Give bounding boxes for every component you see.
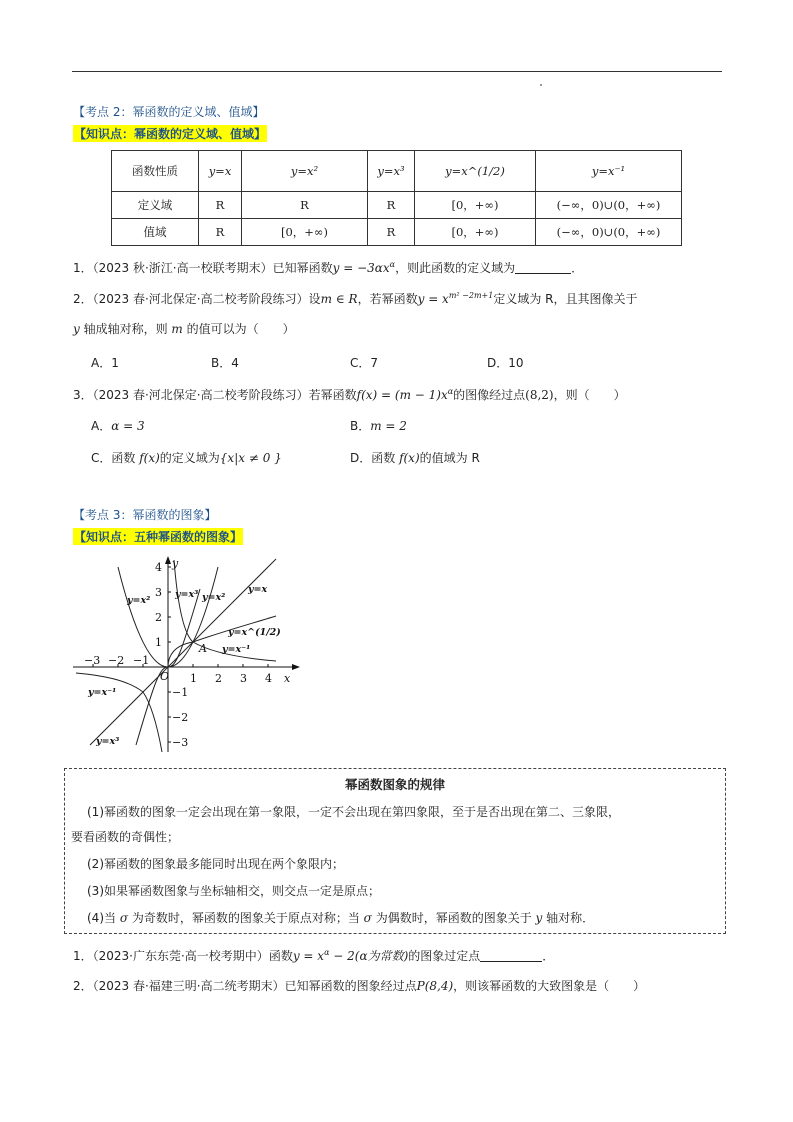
option-set: {x|x ≠ 0 } bbox=[219, 451, 282, 465]
q-text-post: 的值可以为（ ） bbox=[182, 322, 295, 336]
q-text-post: ，则该幂函数的大致图象是（ ） bbox=[453, 979, 646, 993]
x-tick-label: 1 bbox=[190, 672, 197, 685]
question-3-2 bbox=[73, 977, 645, 994]
header-y-x2 bbox=[242, 151, 368, 192]
option-3c[interactable] bbox=[91, 449, 282, 466]
answer-blank[interactable] bbox=[515, 261, 571, 274]
table-row-range bbox=[112, 219, 682, 246]
q-source: （2023·广东东莞·高一校考期中） bbox=[92, 949, 269, 963]
y-tick-label: 3 bbox=[155, 586, 162, 599]
rule-text: 轴对称． bbox=[542, 911, 595, 925]
option-b[interactable]: B．4 bbox=[211, 356, 239, 370]
header-y-x3 bbox=[368, 151, 415, 192]
q-end: ． bbox=[542, 949, 555, 963]
rule-sigma: σ bbox=[363, 911, 372, 925]
row-label-domain: 定义域 bbox=[112, 192, 199, 219]
cell-domain-x2: R bbox=[242, 192, 368, 219]
rule-line-3: (3)如果幂函数图象与坐标轴相交，则交点一定是原点； bbox=[87, 884, 381, 898]
zhishidian-2-heading: 【知识点：幂函数的定义域、值域】 bbox=[74, 127, 267, 141]
q-source: （2023 春·河北保定·高二校考阶段练习） bbox=[92, 292, 309, 306]
q-source: （2023 春·河北保定·高二校考阶段练习） bbox=[92, 388, 309, 402]
cell-domain-x: R bbox=[199, 192, 242, 219]
point-a-label: A bbox=[199, 642, 207, 655]
x-tick-label: 3 bbox=[240, 672, 247, 685]
label-y-x: y=x bbox=[248, 584, 268, 595]
y-tick-label: −2 bbox=[172, 711, 189, 724]
option-math: m = 2 bbox=[370, 419, 407, 433]
x-tick-label: −2 bbox=[108, 654, 125, 667]
q-paren: (α为常数) bbox=[354, 949, 409, 963]
header-y-xinv bbox=[536, 151, 682, 192]
q-exp: m² −2m+1 bbox=[448, 291, 494, 300]
q-text-post: 定义域为 R，且其图像关于 bbox=[493, 292, 638, 306]
q-text-post: 的图象过定点 bbox=[408, 949, 481, 963]
q-exp: α bbox=[324, 948, 330, 957]
option-3d[interactable] bbox=[350, 449, 480, 466]
rule-line-2: (2)幂函数的图象最多能同时出现在两个象限内； bbox=[87, 857, 344, 871]
q-end: ，则（ ） bbox=[553, 388, 626, 402]
rule-line-4 bbox=[87, 909, 594, 926]
rule-line-1b: 要看函数的奇偶性； bbox=[71, 830, 180, 844]
y-tick-label: 2 bbox=[155, 611, 162, 624]
label-y-xinv-left: y=x⁻¹ bbox=[88, 687, 117, 698]
cell-range-x3: R bbox=[368, 219, 415, 246]
q-source: （2023 春·福建三明·高二统考期末） bbox=[92, 979, 285, 993]
cell-range-xhalf: [0，+∞) bbox=[415, 219, 536, 246]
label-y-x2-right: y=x² bbox=[202, 592, 226, 603]
zhishidian-3-heading: 【知识点：五种幂函数的图象】 bbox=[74, 530, 243, 544]
header-y-x2-text: y=x² bbox=[290, 164, 319, 178]
cell-domain-x3: R bbox=[368, 192, 415, 219]
q-expr: y = −3αx bbox=[332, 261, 390, 275]
table-row-domain bbox=[112, 192, 682, 219]
origin-label: O bbox=[160, 670, 170, 683]
y-tick-label: 1 bbox=[155, 636, 162, 649]
q-var-m: m bbox=[171, 322, 183, 336]
rule-text: 为偶数时，幂函数的图象关于 bbox=[371, 911, 536, 925]
q-text: 已知幂函数 bbox=[272, 261, 333, 275]
x-tick-label: −1 bbox=[133, 654, 150, 667]
label-y-x3: y=x³ bbox=[175, 589, 199, 600]
cell-range-x2: [0，+∞) bbox=[242, 219, 368, 246]
label-y-x2-left: y=x² bbox=[127, 595, 151, 606]
q-end: ． bbox=[571, 261, 584, 275]
header-dot bbox=[540, 84, 542, 86]
table-header-row bbox=[112, 151, 682, 192]
q-number: 2． bbox=[73, 292, 93, 306]
option-3a[interactable] bbox=[91, 417, 145, 434]
q-text: 设 bbox=[308, 292, 321, 306]
q-exp: α bbox=[389, 260, 396, 269]
q-number: 2． bbox=[73, 979, 93, 993]
rule-line-1: (1)幂函数的图象一定会出现在第一象限，一定不会出现在第四象限，至于是否出现在第二、三象限， bbox=[87, 805, 621, 819]
y-axis-label: y bbox=[172, 557, 179, 570]
q-exp: α bbox=[447, 387, 454, 396]
q-expr: f(x) = (m − 1)x bbox=[356, 388, 448, 402]
x-axis-arrow bbox=[292, 664, 300, 670]
option-text: 的定义域为 bbox=[159, 451, 220, 465]
q-text-post: ，则此函数的定义域为 bbox=[395, 261, 516, 275]
label-y-xinv: y=x⁻¹ bbox=[222, 644, 251, 655]
row-label-range: 值域 bbox=[112, 219, 199, 246]
power-functions-graph bbox=[70, 552, 310, 757]
x-axis-label: x bbox=[284, 672, 291, 685]
q-condition: m ∈ R bbox=[320, 292, 358, 306]
header-y-x bbox=[199, 151, 242, 192]
q-expr2: − 2 bbox=[329, 949, 355, 963]
kaodian-2-heading: 【考点 2：幂函数的定义域、值域】 bbox=[73, 105, 265, 119]
question-2-3 bbox=[73, 386, 626, 403]
rules-box-title: 幂函数图象的规律 bbox=[344, 777, 445, 792]
header-y-xinv-text: y=x⁻¹ bbox=[591, 164, 626, 178]
x-tick-label: 2 bbox=[215, 672, 222, 685]
cell-range-xinv: (−∞，0)∪(0，+∞) bbox=[536, 219, 682, 246]
label-y-x3-left: y=x³ bbox=[96, 736, 120, 747]
question-2-1 bbox=[73, 259, 583, 276]
option-c[interactable]: C．7 bbox=[350, 356, 379, 370]
q-text: 函数 bbox=[268, 949, 293, 963]
header-y-x-text: y=x bbox=[208, 164, 232, 178]
rule-sigma: σ bbox=[119, 911, 129, 925]
q-text-mid: ，若幂函数 bbox=[357, 292, 418, 306]
option-a[interactable]: A．1 bbox=[91, 356, 119, 370]
q-expr: y = x bbox=[417, 292, 449, 306]
header-property: 函数性质 bbox=[112, 151, 199, 192]
option-math: α = 3 bbox=[111, 419, 145, 433]
rule-var-y: y bbox=[535, 911, 543, 925]
power-function-properties-table bbox=[111, 150, 682, 246]
header-y-xhalf bbox=[415, 151, 536, 192]
y-tick-label: 4 bbox=[155, 561, 162, 574]
q-text: 轴成轴对称，则 bbox=[79, 322, 172, 336]
header-y-x3-text: y=x³ bbox=[377, 164, 405, 178]
option-3b[interactable] bbox=[350, 417, 407, 434]
label-y-xhalf: y=x^(1/2) bbox=[228, 627, 281, 638]
question-2-2 bbox=[73, 290, 638, 307]
answer-blank[interactable] bbox=[480, 949, 542, 962]
option-d[interactable]: D．10 bbox=[487, 356, 524, 370]
cell-range-x: R bbox=[199, 219, 242, 246]
option-label: D．函数 bbox=[350, 451, 400, 465]
header-rule bbox=[72, 71, 722, 72]
option-text: 的值域为 R bbox=[419, 451, 480, 465]
header-y-xhalf-text: y=x^(1/2) bbox=[445, 164, 505, 178]
q-point: P(8,4) bbox=[416, 979, 454, 993]
rules-summary-box bbox=[64, 768, 726, 934]
y-axis-arrow bbox=[165, 556, 171, 564]
q-text: 若幂函数 bbox=[308, 388, 357, 402]
q-expr: y = x bbox=[292, 949, 325, 963]
kaodian-3-heading: 【考点 3：幂函数的图象】 bbox=[73, 508, 217, 522]
q-point: (8,2) bbox=[525, 388, 554, 402]
option-label: A． bbox=[91, 419, 112, 433]
q-text-post: 的图像经过点 bbox=[453, 388, 526, 402]
option-math: f(x) bbox=[139, 451, 160, 465]
question-2-2-line2 bbox=[73, 320, 295, 337]
option-math: f(x) bbox=[399, 451, 420, 465]
q-var-y: y bbox=[73, 322, 80, 336]
q-number: 1． bbox=[73, 261, 93, 275]
rule-text: 为奇数时，幂函数的图象关于原点对称；当 bbox=[128, 911, 364, 925]
x-tick-label: −3 bbox=[84, 654, 101, 667]
y-tick-label: −3 bbox=[172, 736, 189, 749]
y-tick-label: −1 bbox=[172, 686, 189, 699]
cell-domain-xinv: (−∞，0)∪(0，+∞) bbox=[536, 192, 682, 219]
q-number: 1． bbox=[73, 949, 93, 963]
option-label: B． bbox=[350, 419, 371, 433]
q-text: 已知幂函数的图象经过点 bbox=[284, 979, 417, 993]
cell-domain-xhalf: [0，+∞) bbox=[415, 192, 536, 219]
rule-text: (4)当 bbox=[87, 911, 120, 925]
option-label: C．函数 bbox=[91, 451, 140, 465]
question-3-1 bbox=[73, 947, 554, 964]
q-source: （2023 秋·浙江·高一校联考期末） bbox=[92, 261, 273, 275]
x-tick-label: 4 bbox=[265, 672, 272, 685]
q-number: 3． bbox=[73, 388, 93, 402]
